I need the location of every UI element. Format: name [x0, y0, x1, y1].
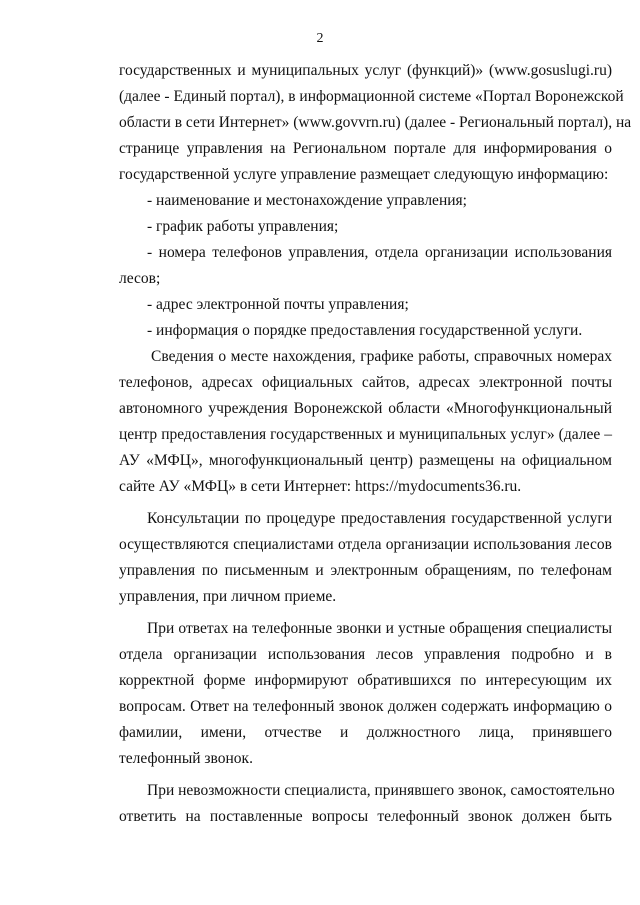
- paragraph-first-line: Консультации по процедуре предоставления государственной услуги: [147, 510, 612, 527]
- list-item: - график работы управления;: [147, 218, 339, 235]
- text-line: управления, при личном приеме.: [119, 588, 337, 605]
- text-line: государственной услуге управление размещает следующую информацию:: [119, 166, 609, 183]
- text-line: телефонов, адресах официальных сайтов, адресах электронной почты: [119, 374, 612, 391]
- list-item: - адрес электронной почты управления;: [147, 296, 409, 313]
- text-line: отдела организации использования лесов управления подробно и в: [119, 646, 612, 663]
- list-item: - номера телефонов управления, отдела организации использования: [147, 244, 612, 261]
- text-line: ответить на поставленные вопросы телефонный звонок должен быть: [119, 808, 612, 825]
- text-line: корректной форме информируют обратившихся по интересующим их: [119, 672, 612, 689]
- text-line: сайте АУ «МФЦ» в сети Интернет: https://mydocuments36.ru.: [119, 478, 522, 495]
- list-item-continuation: лесов;: [119, 270, 161, 287]
- text-line: телефонный звонок.: [119, 750, 253, 767]
- text-line: автономного учреждения Воронежской области «Многофункциональный: [119, 400, 612, 417]
- text-line: управления по письменным и электронным обращениям, по телефонам: [119, 562, 612, 579]
- text-line: странице управления на Региональном портале для информирования о: [119, 140, 612, 157]
- document-body: [119, 58, 632, 830]
- list-item: - наименование и местонахождение управления;: [147, 192, 467, 209]
- text-line: центр предоставления государственных и муниципальных услуг» (далее –: [119, 426, 612, 443]
- text-line: (далее - Единый портал), в информационной системе «Портал Воронежской: [119, 88, 624, 105]
- paragraph-first-line: Сведения о месте нахождения, графике работы, справочных номерах: [151, 348, 612, 365]
- text-line: государственных и муниципальных услуг (функций)» (www.gosuslugi.ru): [119, 62, 612, 79]
- text-line: области в сети Интернет» (www.govvrn.ru) (далее - Региональный портал), на: [119, 114, 632, 131]
- page-number: 2: [316, 31, 324, 46]
- text-line: фамилии, имени, отчестве и должностного лица, принявшего: [119, 724, 612, 741]
- text-line: вопросам. Ответ на телефонный звонок должен содержать информацию о: [119, 698, 612, 715]
- paragraph-first-line: При невозможности специалиста, принявшего звонок, самостоятельно: [147, 782, 615, 799]
- paragraph-first-line: При ответах на телефонные звонки и устные обращения специалисты: [147, 620, 612, 637]
- list-item: - информация о порядке предоставления государственной услуги.: [147, 322, 583, 339]
- text-line: осуществляются специалистами отдела организации использования лесов: [119, 536, 612, 553]
- text-line: АУ «МФЦ», многофункциональный центр) размещены на официальном: [119, 452, 612, 469]
